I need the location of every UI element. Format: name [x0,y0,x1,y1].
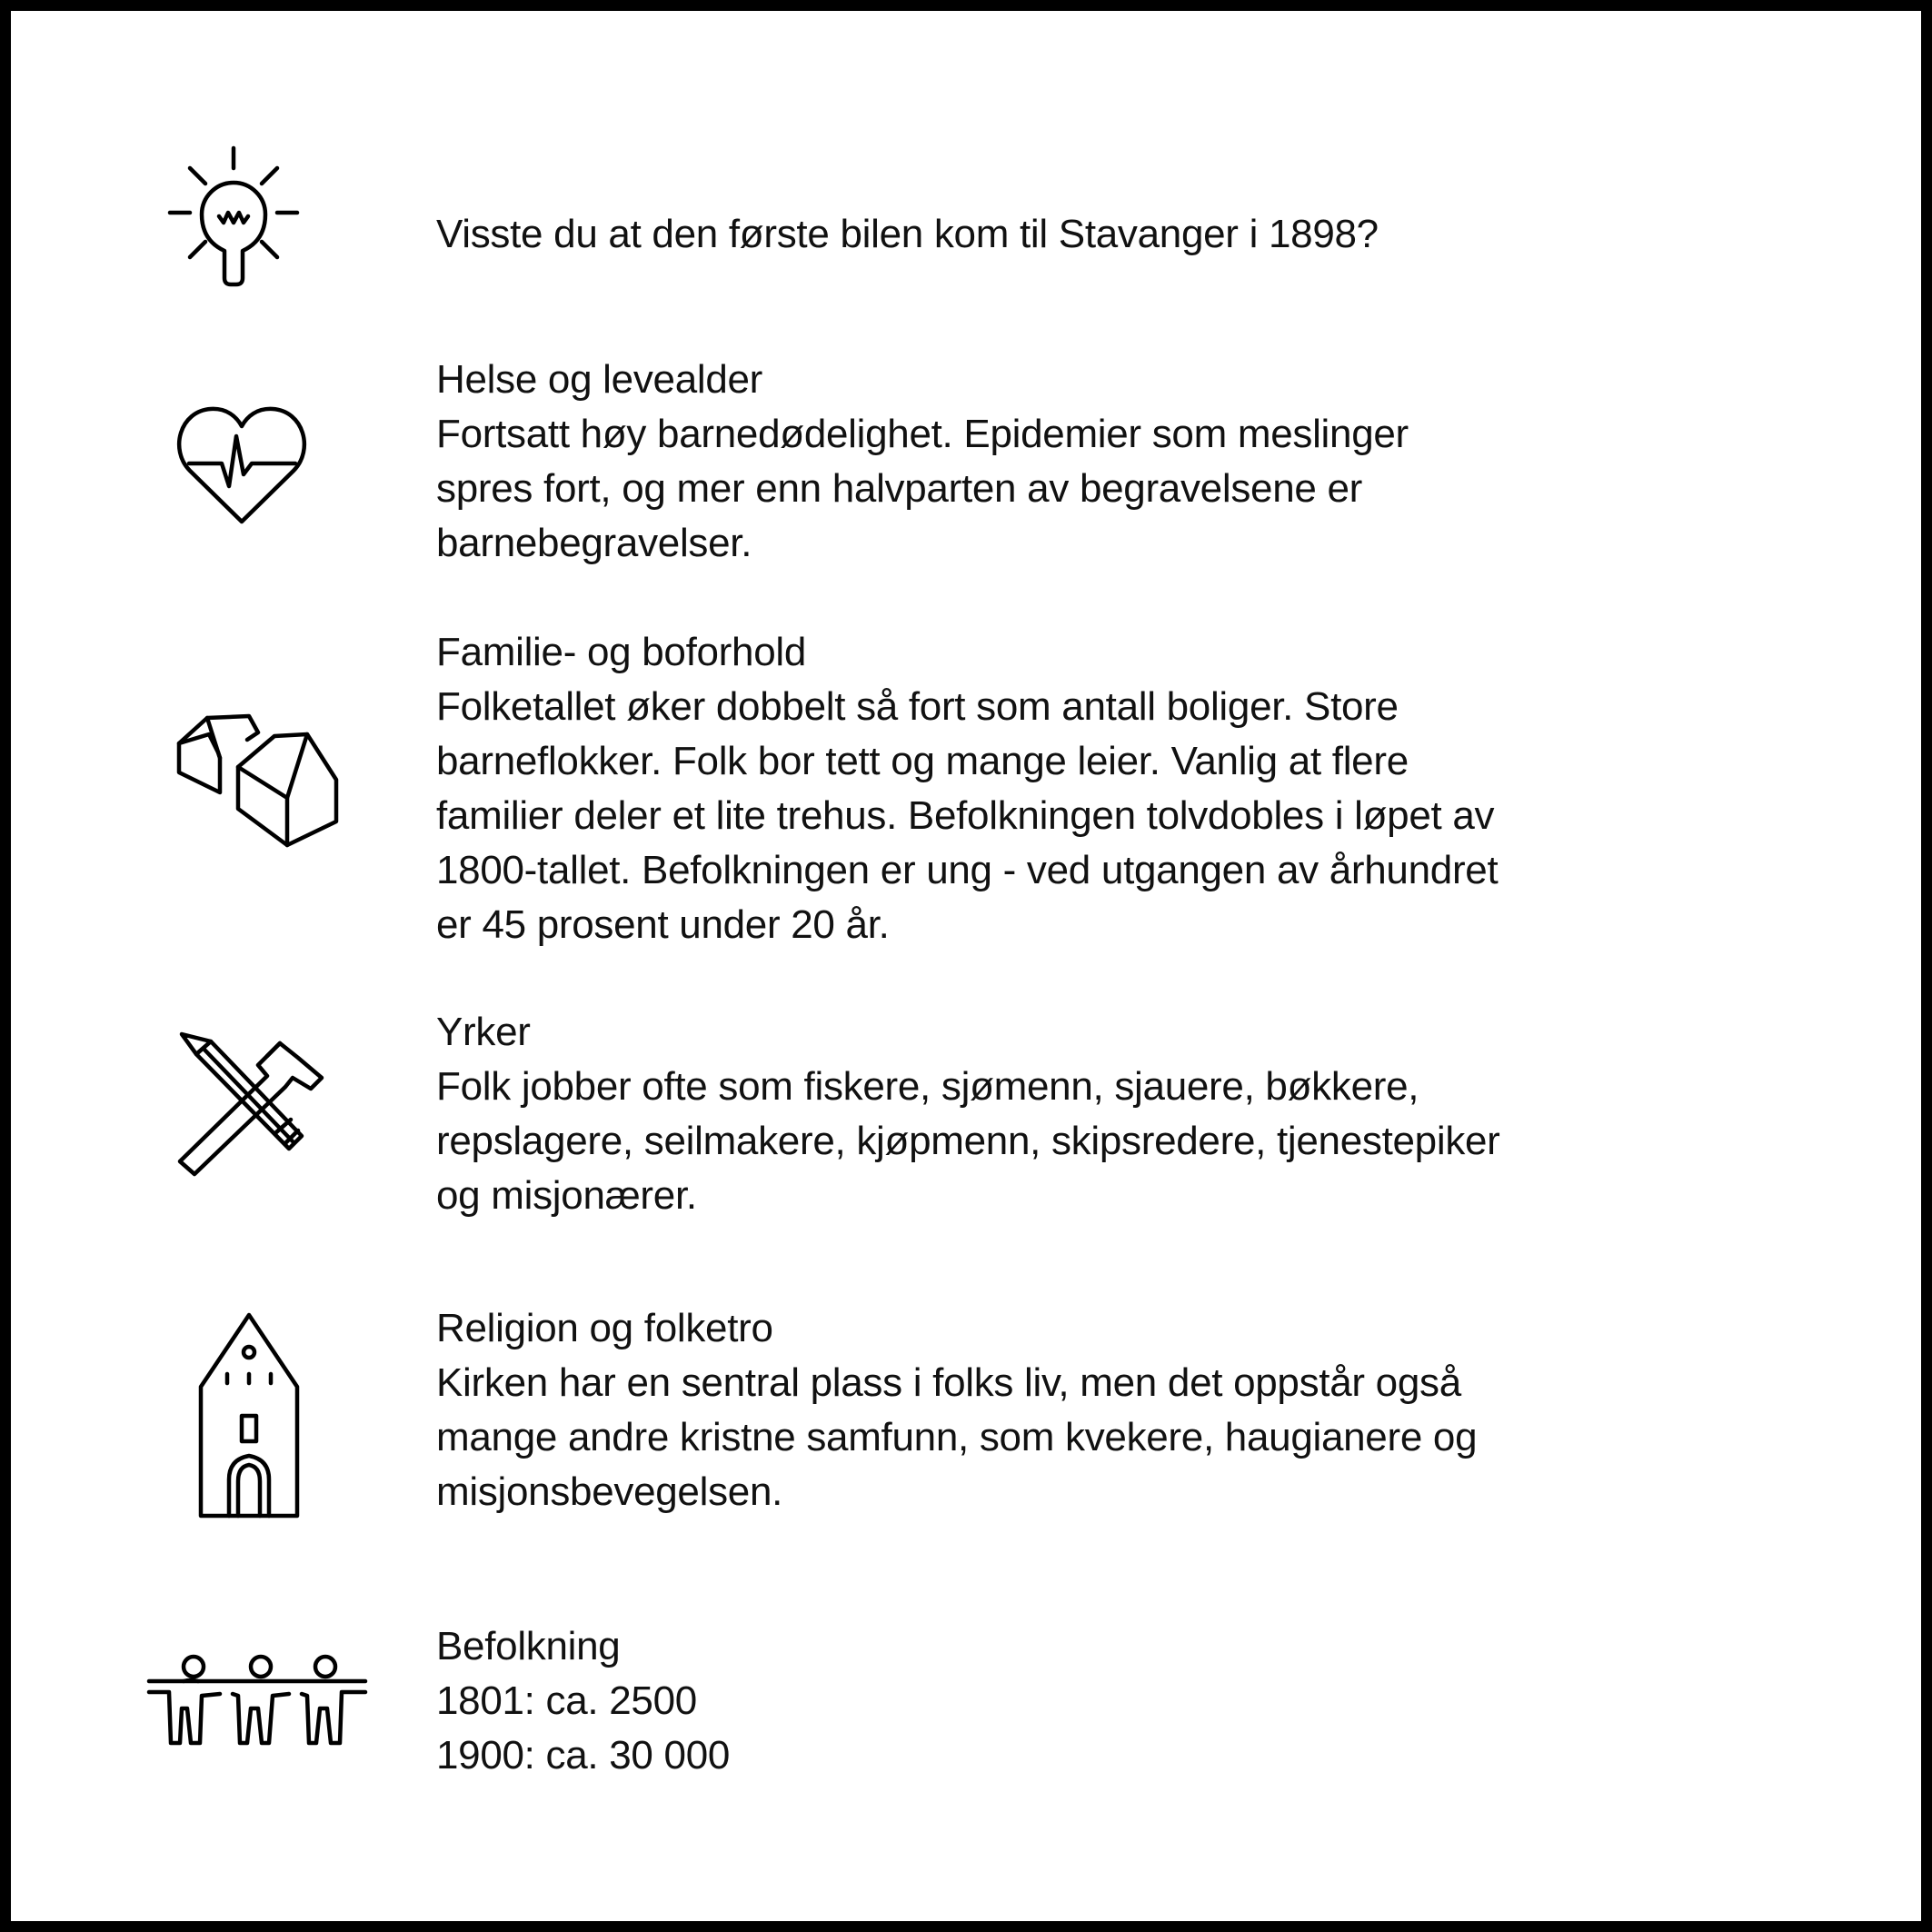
section-line: Fortsatt høy barnedødelighet. Epidemier som meslinger [436,412,1409,456]
section-line: er 45 prosent under 20 år. [436,902,890,947]
section-line: barnebegravelser. [436,521,752,565]
section-heading: Helse og levealder [436,357,763,402]
section-line: Folk jobber ofte som fiskere, sjømenn, sjauere, bøkkere, [436,1064,1419,1109]
section-line: 1800-tallet. Befolkningen er ung - ved utgangen av århundret [436,848,1499,892]
section-occupations [436,1005,1618,1223]
section-line: spres fort, og mer enn halvparten av begravelsene er [436,466,1362,511]
pencil-hammer-icon [174,1029,329,1174]
section-population [436,1619,1618,1783]
section-family [436,625,1618,952]
heart-pulse-icon [176,402,308,529]
section-line: Kirken har en sentral plass i folks liv, men det oppstår også [436,1360,1461,1405]
section-heading: Befolkning [436,1624,621,1668]
houses-icon [174,698,343,852]
lightbulb-icon [165,144,302,294]
section-line: misjonsbevegelsen. [436,1469,783,1514]
section-line: og misjonærer. [436,1173,697,1218]
section-health [436,353,1618,571]
section-heading: Familie- og boforhold [436,630,807,674]
section-religion [436,1301,1618,1519]
fact-text-block [436,207,1618,262]
section-heading: Yrker [436,1010,531,1054]
people-icon [147,1652,370,1761]
church-icon [198,1310,300,1519]
section-line: 1900: ca. 30 000 [436,1733,731,1778]
section-line: repslagere, seilmakere, kjøpmenn, skipsredere, tjenestepiker [436,1119,1500,1163]
section-line: mange andre kristne samfunn, som kvekere, haugianere og [436,1415,1478,1459]
section-line: familier deler et lite trehus. Befolkningen tolvdobles i løpet av [436,793,1495,838]
section-line: 1801: ca. 2500 [436,1678,697,1723]
section-heading: Religion og folketro [436,1306,773,1350]
fact-text: Visste du at den første bilen kom til Stavanger i 1898? [436,212,1379,256]
section-line: Folketallet øker dobbelt så fort som antall boliger. Store [436,684,1399,729]
section-line: barneflokker. Folk bor tett og mange leier. Vanlig at flere [436,739,1409,783]
